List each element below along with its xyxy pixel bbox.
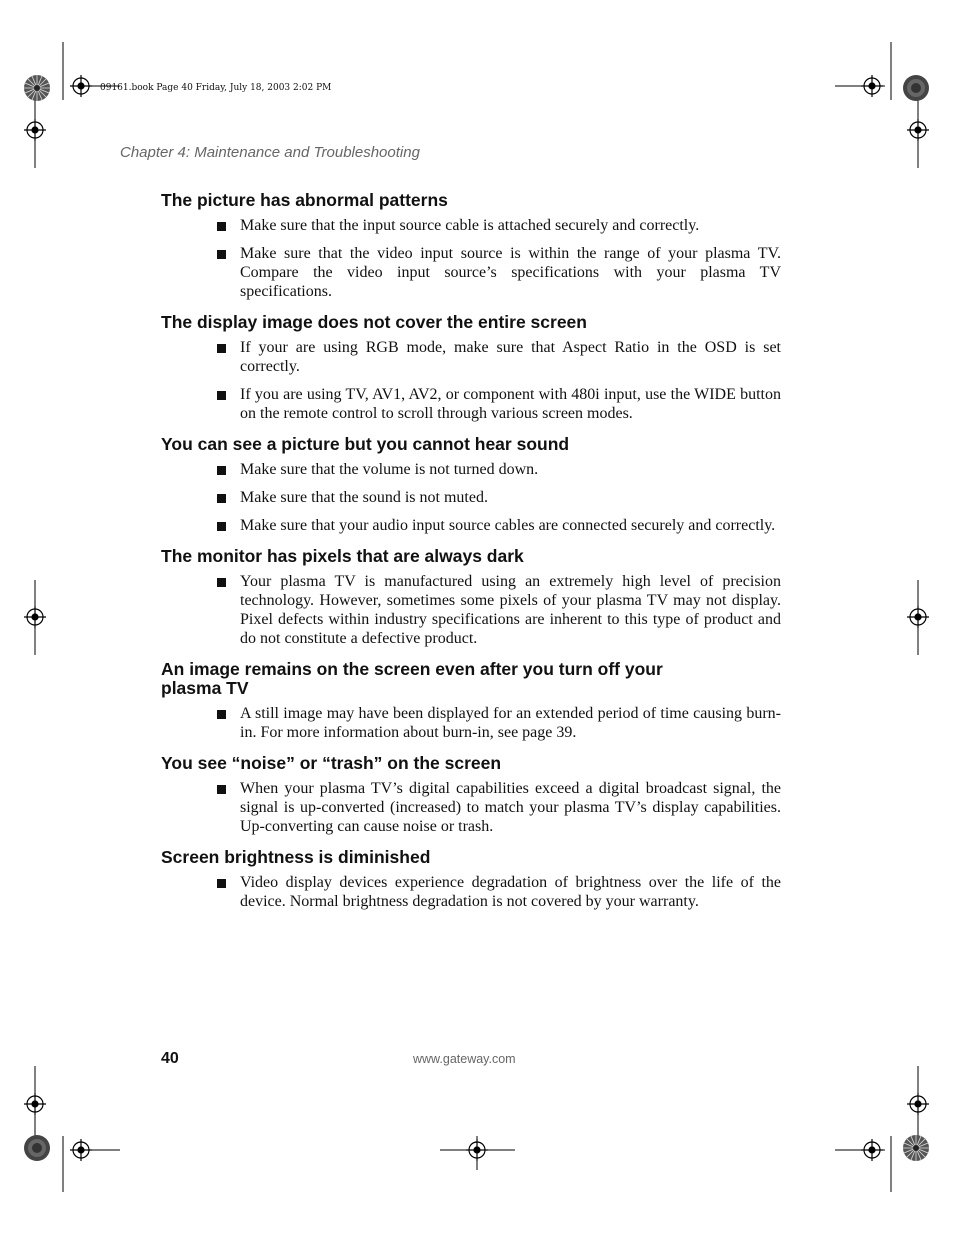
list-item-text: Video display devices experience degradation of brightness over the life of the device. Normal brightness degradation is not covered by your warranty. (240, 874, 781, 910)
list-item-text: If you are using TV, AV1, AV2, or component with 480i input, use the WIDE button on the remote control to scroll through various screen modes. (240, 386, 781, 422)
square-bullet-icon (217, 578, 226, 587)
list-item (161, 572, 781, 648)
section-brightness (161, 848, 781, 911)
square-bullet-icon (217, 391, 226, 400)
square-bullet-icon (217, 879, 226, 888)
list-item (161, 873, 781, 911)
section-title: Screen brightness is diminished (161, 847, 431, 867)
list-item (161, 216, 781, 235)
section-image-remains (161, 660, 781, 742)
footer-url: www.gateway.com (413, 1052, 516, 1066)
list-item (161, 516, 781, 535)
list-item-text: Your plasma TV is manufactured using an extremely high level of precision technology. However, sometimes some pixels of your plasma TV may not display. Pixel defects within industry specifications are inherent to this type of product and do not constitute a defective product. (240, 573, 781, 647)
list-item-text: Make sure that the input source cable is attached securely and correctly. (240, 217, 700, 234)
bullet-list (161, 873, 781, 911)
print-info-line: 09161.book Page 40 Friday, July 18, 2003 2:02 PM (100, 83, 332, 93)
square-bullet-icon (217, 710, 226, 719)
list-item-text: A still image may have been displayed for an extended period of time causing burn-in. For more information about burn-in, see page 39. (240, 705, 781, 741)
section-dark-pixels (161, 547, 781, 648)
bullet-list (161, 338, 781, 423)
square-bullet-icon (217, 522, 226, 531)
section-title: You can see a picture but you cannot hear sound (161, 434, 570, 454)
square-bullet-icon (217, 250, 226, 259)
section-title: An image remains on the screen even after you turn off your plasma TV (161, 659, 663, 698)
list-item (161, 779, 781, 836)
bullet-list (161, 704, 781, 742)
section-title: The monitor has pixels that are always dark (161, 546, 524, 566)
section-abnormal-patterns (161, 191, 781, 301)
section-title: The display image does not cover the entire screen (161, 312, 587, 332)
list-item (161, 488, 781, 507)
section-title: The picture has abnormal patterns (161, 190, 448, 210)
bullet-list (161, 216, 781, 301)
square-bullet-icon (217, 785, 226, 794)
section-display-image (161, 313, 781, 423)
section-title: You see “noise” or “trash” on the screen (161, 753, 502, 773)
square-bullet-icon (217, 466, 226, 475)
list-item (161, 385, 781, 423)
square-bullet-icon (217, 494, 226, 503)
list-item (161, 244, 781, 301)
list-item-text: Make sure that the video input source is within the range of your plasma TV. Compare the video input source’s specifications with your plasma TV specifications. (240, 245, 781, 300)
list-item-text: When your plasma TV’s digital capabilities exceed a digital broadcast signal, the signal is up-converted (increased) to match your plasma TV’s display capabilities. Up-converting can cause noise or trash. (240, 780, 781, 835)
section-no-sound (161, 435, 781, 535)
list-item-text: Make sure that your audio input source cables are connected securely and correctly. (240, 517, 776, 534)
main-content (161, 191, 781, 923)
section-noise-trash (161, 754, 781, 836)
square-bullet-icon (217, 344, 226, 353)
chapter-heading: Chapter 4: Maintenance and Troubleshooting (120, 144, 420, 161)
list-item-text: Make sure that the sound is not muted. (240, 489, 488, 506)
list-item-text: If your are using RGB mode, make sure that Aspect Ratio in the OSD is set correctly. (240, 339, 781, 375)
list-item (161, 460, 781, 479)
list-item (161, 704, 781, 742)
list-item-text: Make sure that the volume is not turned down. (240, 461, 539, 478)
bullet-list (161, 572, 781, 648)
bullet-list (161, 460, 781, 535)
square-bullet-icon (217, 222, 226, 231)
page-number: 40 (161, 1050, 179, 1067)
bullet-list (161, 779, 781, 836)
list-item (161, 338, 781, 376)
